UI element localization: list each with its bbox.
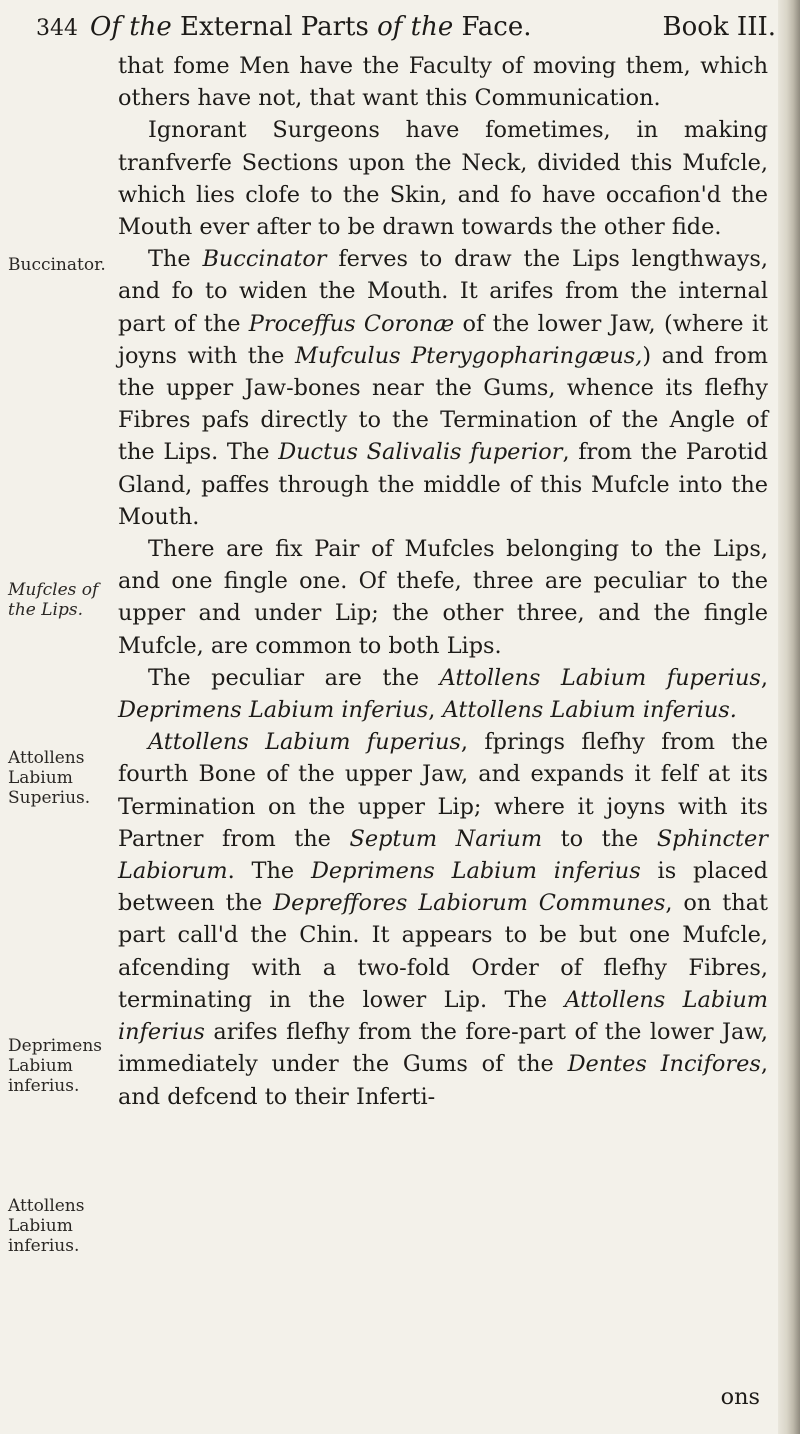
book-number: Book III. — [662, 12, 776, 42]
text-segment: Mufculus Pterygopharingæus, — [294, 342, 643, 369]
margin-note-m2: Mufcles of the Lips. — [8, 580, 99, 620]
paragraph-p3 — [118, 243, 768, 533]
text-segment: ) and from the upper Jaw-bones near the Gums, whence its flefhy Fibres pafs directly to the Termination of the Angle of the Lips. The — [118, 342, 768, 466]
text-segment: Deprimens Labium inferius — [118, 697, 429, 724]
running-title: Of the External Parts of the Face. — [90, 12, 532, 42]
text-segment: , on that part call'd the Chin. It appears to be but one Mufcle, afcending with a two-fold Order of flefhy Fibres, terminating in the lower Lip. The — [118, 890, 768, 1013]
text-segment: Dentes Incifores — [567, 1051, 761, 1078]
text-segment: is placed between the — [118, 858, 768, 917]
text-segment: of the lower Jaw, (where it joyns with the — [118, 310, 768, 369]
text-segment: , and defcend to their Inferti- — [118, 1051, 768, 1110]
margin-note-m3: Attollens Labium Superius. — [8, 748, 91, 808]
page-number: 344 — [36, 16, 78, 41]
text-segment: arifes flefhy from the fore-part of the lower Jaw, immediately under the Gums of the — [118, 1019, 768, 1078]
paragraph-p2 — [118, 114, 768, 243]
text-segment: to the — [542, 825, 657, 852]
page-binding-edge — [778, 0, 800, 1434]
margin-note-m1: Buccinator. — [8, 255, 106, 275]
text-segment: Proceffus Coronæ — [248, 310, 455, 337]
margin-note-m5: Attollens Labium inferius. — [8, 1196, 85, 1256]
text-segment: Depreffores Labiorum Communes — [273, 890, 666, 917]
running-header — [36, 6, 776, 50]
text-segment: Attollens Labium inferius. — [442, 697, 737, 724]
paragraph-p4 — [118, 533, 768, 662]
text-segment: , — [760, 664, 769, 691]
main-text — [118, 50, 768, 1113]
text-segment: ferves to draw the Lips lengthways, and fo to widen the Mouth. It arifes from the internal part of the — [118, 246, 768, 337]
text-segment: Ignorant Surgeons have fometimes, in making tranfverfe Sections upon the Neck, divided this Mufcle, which lies clofe to the Skin, and fo have occafion'd the Mouth ever after to be drawn towards the other fide. — [118, 117, 768, 241]
text-segment: Sphincter Labiorum — [118, 825, 768, 885]
text-segment: There are fix Pair of Mufcles belonging to the Lips, and one fingle one. Of thefe, three are peculiar to the upper and under Lip; the other three, and the fingle Mufcle, are common to both Lips. — [118, 536, 768, 659]
margin-note-m4: Deprimens Labium inferius. — [8, 1036, 102, 1096]
paragraph-p5 — [118, 662, 768, 726]
catchword: ons — [720, 1384, 760, 1410]
text-segment: Attollens Labium inferius — [118, 986, 769, 1046]
text-segment: that fome Men have the Faculty of moving them, which others have not, that want this Communication. — [118, 53, 768, 112]
text-segment: Septum Narium — [349, 825, 543, 852]
paragraph-p6 — [118, 726, 768, 1112]
text-segment: Ductus Salivalis fuperior — [278, 439, 563, 466]
paragraph-p1 — [118, 50, 768, 114]
text-segment: Buccinator — [202, 246, 327, 273]
text-segment: , fprings flefhy from the fourth Bone of the upper Jaw, and expands it felf at its Termination on the upper Lip; where it joyns with its Partner from the — [118, 729, 768, 852]
text-segment: , from the Parotid Gland, paffes through the middle of this Mufcle into the Mouth. — [118, 439, 768, 530]
text-segment: Attollens Labium fuperius — [148, 729, 461, 756]
text-segment: The — [148, 246, 203, 273]
text-segment: The peculiar are the — [148, 664, 440, 691]
text-segment: , — [428, 697, 443, 724]
text-segment: Attollens Labium fuperius — [439, 664, 761, 691]
text-segment: . The — [227, 858, 311, 885]
text-segment: Deprimens Labium inferius — [310, 858, 641, 885]
